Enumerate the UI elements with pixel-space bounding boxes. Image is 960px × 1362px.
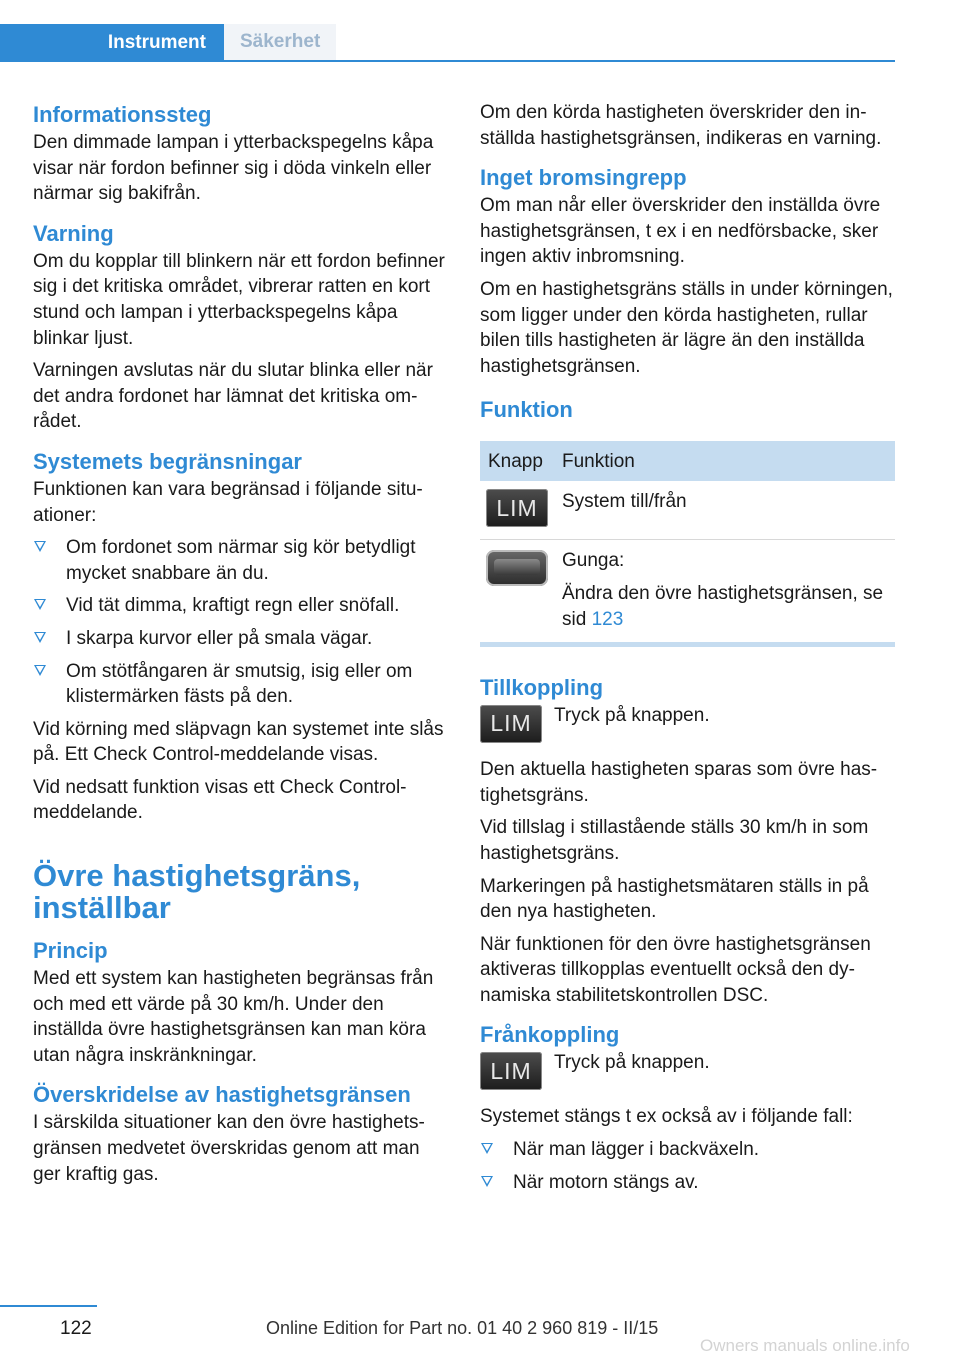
limits-list (33, 535, 447, 710)
list-item: Om fordonet som närmar sig kör betydligt mycket snabbare än du. (33, 535, 447, 586)
paragraph: Vid körning med släpvagn kan systemet inte slås på. Ett Check Control-meddelande visas. (33, 718, 444, 766)
paragraph: Om du kopplar till blinkern när ett fordon befinner sig i det kritiska området, vibrerar ratten en kort stund och lampan i ytterbackspegelns kåpa blinkar ljust. (33, 250, 445, 349)
paragraph: Om man når eller överskrider den inställda övre hastighetsgränsen, t ex i en nedförsbacke, sker ingen aktiv inbromsning. (480, 195, 881, 268)
page-number: 122 (60, 1318, 92, 1339)
on-instruction (480, 703, 895, 743)
section-title: Övre hastighetsgräns, inställbar (33, 858, 361, 926)
list-item: När motorn stängs av. (480, 1170, 895, 1196)
paragraph: I särskilda situationer kan den övre hastighetsgränsen medvetet överskridas genom att man ger kraftig gas. (33, 1112, 425, 1185)
function-table (480, 441, 895, 647)
list-item: I skarpa kurvor eller på smala vägar. (33, 626, 447, 652)
edition-footer: Online Edition for Part no. 01 40 2 960 819 - II/15 (266, 1318, 659, 1338)
paragraph: Om en hastighetsgräns ställs in under körningen, som ligger under den körda hastigheten, rullar bilen tills hastigheten är lägre än den inställda hastighetsgränsen. (480, 278, 893, 377)
right-column (480, 100, 895, 1202)
lim-button-icon: LIM (480, 705, 542, 743)
table-cell (554, 540, 895, 645)
bullet-triangle-icon (481, 1176, 493, 1187)
paragraph: När funktionen för den övre hastighetsgränsen aktiveras tillkopplas eventuellt också den dynamiska stabilitetskontrollen DSC. (480, 933, 871, 1006)
watermark: Owners manuals online.info (700, 1336, 910, 1355)
table-header-knapp: Knapp (480, 441, 554, 481)
tab-sakerhet[interactable]: Säkerhet (224, 24, 336, 60)
heading-frankoppling: Frånkoppling (480, 1022, 620, 1048)
paragraph: Markeringen på hastighetsmätaren ställs in på den nya hastigheten. (480, 875, 869, 923)
header-rule (0, 60, 895, 62)
heading-tillkoppling: Tillkoppling (480, 675, 604, 701)
left-column (33, 100, 447, 1194)
paragraph: Varningen avslutas när du slutar blinka eller när det andra fordonet har lämnat det kritiska området. (33, 360, 433, 433)
heading-varning: Varning (33, 220, 114, 246)
paragraph: Om den körda hastigheten överskrider den inställda hastighetsgränsen, indikeras en varning. (480, 102, 882, 149)
lim-button-icon: LIM (486, 489, 548, 527)
bullet-triangle-icon (481, 1143, 493, 1154)
bullet-triangle-icon (34, 632, 46, 643)
paragraph: Systemet stängs t ex också av i följande fall: (480, 1106, 853, 1128)
list-item: Om stötfångaren är smutsig, isig eller om klistermärken fästs på den. (33, 659, 447, 710)
heading-overskridelse: Överskridelse av hastighetsgränsen (33, 1082, 411, 1108)
bullet-triangle-icon (34, 599, 46, 610)
table-row (480, 540, 895, 645)
instruction-text: Tryck på knappen. (554, 1052, 710, 1074)
paragraph: Med ett system kan hastigheten begränsas från och med ett värde på 30 km/h. Under den inställda övre hastighetsgränsen kan man köra utan några inskränkningar. (33, 968, 434, 1066)
list-item: Vid tät dimma, kraftigt regn eller snöfall. (33, 593, 447, 619)
heading-princip: Princip (33, 938, 108, 964)
heading-begransningar: Systemets begränsningar (33, 448, 302, 474)
rocker-description: Ändra den övre hastighetsgränsen, se sid 123 (562, 582, 884, 630)
heading-inget-bromsingrepp: Inget bromsingrepp (480, 165, 687, 191)
paragraph: Den aktuella hastigheten sparas som övre hastighetsgräns. (480, 759, 878, 806)
rocker-switch-icon (486, 550, 548, 586)
paragraph: Den dimmade lampan i ytterbackspegelns kåpa visar när fordon befinner sig i döda vinkeln eller närmar sig bakifrån. (33, 132, 434, 205)
rocker-label: Gunga: (562, 550, 625, 572)
paragraph: Vid tillslag i stillastående ställs 30 km/h in som hastighetsgräns. (480, 817, 869, 864)
paragraph: Vid nedsatt funktion visas ett Check Control-meddelande. (33, 776, 407, 824)
off-list (480, 1137, 895, 1195)
off-instruction (480, 1050, 895, 1090)
bullet-triangle-icon (34, 541, 46, 552)
heading-funktion: Funktion (480, 397, 573, 423)
bullet-triangle-icon (34, 665, 46, 676)
instruction-text: Tryck på knappen. (554, 705, 710, 727)
header-tabs (0, 24, 895, 62)
table-row (480, 481, 895, 540)
list-item: När man lägger i backväxeln. (480, 1137, 895, 1163)
heading-informationssteg: Informationssteg (33, 102, 212, 127)
page-link[interactable]: 123 (591, 608, 624, 630)
paragraph: Funktionen kan vara begränsad i följande situationer: (33, 478, 423, 526)
page-number-rule (0, 1305, 97, 1307)
tab-instrument[interactable]: Instrument (0, 24, 224, 62)
table-header-funktion: Funktion (554, 441, 895, 481)
table-cell: System till/från (554, 481, 895, 540)
lim-button-icon: LIM (480, 1052, 542, 1090)
